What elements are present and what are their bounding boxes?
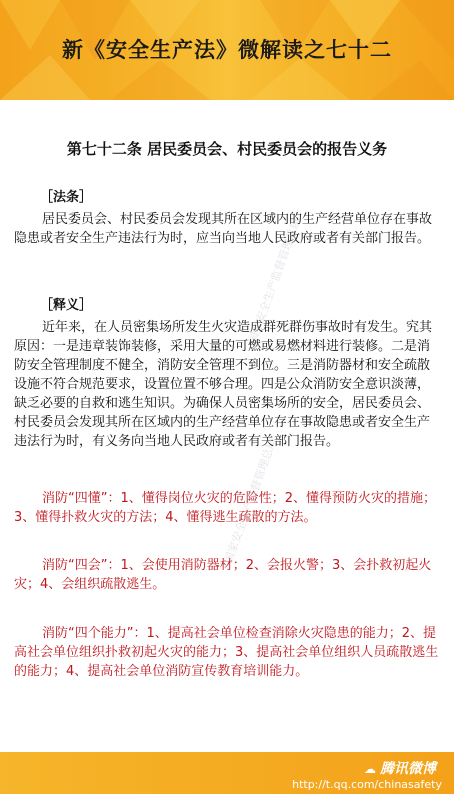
law-heading: ［法条］ [40, 190, 93, 205]
watermark: 国家安全生产监督管理总局 [221, 436, 280, 566]
weibo-logo-icon: ☁ [364, 762, 376, 776]
banner-title: 新《安全生产法》微解读之七十二 [62, 37, 392, 62]
interpretation-text: 近年来，在人员密集场所发生火灾造成群死群伤事故时有发生。究其原因：一是违章装饰装修，采用大量的可燃或易燃材料进行装修。二是消防安全管理制度不健全，消防安全管理不到位。三是消防器材和安全疏散设施不符合规范要求，设置位置不够合理。四是公众消防安全意识淡薄，缺乏必要的自救和逃生知识。为确保人员密集场所的安全，居民委员会、村民委员会发现其所在区域内的生产经营单位存在事故隐患或者安全生产违法行为时，有义务向当地人民政府或者有关部门报告。 [14, 320, 433, 449]
interpretation-heading: ［释义］ [40, 298, 93, 313]
title-banner [0, 0, 454, 100]
tip-four-understandings: 消防“四懂”：1、懂得岗位火灾的危险性；2、懂得预防火灾的措施；3、懂得扑救火灾的方法；4、懂得逃生疏散的方法。 [14, 491, 437, 525]
tip-four-abilities: 消防“四会”：1、会使用消防器材；2、会报火警；3、会扑救初起火灾；4、会组织疏散逃生。 [14, 558, 432, 592]
article-title: 第七十二条 居民委员会、村民委员会的报告义务 [66, 140, 388, 158]
watermark: 国家安全生产监督管理总局 [245, 216, 304, 346]
footer-url-link[interactable]: http://t.qq.com/chinasafety [292, 778, 442, 791]
law-text: 居民委员会、村民委员会发现其所在区域内的生产经营单位存在事故隐患或者安全生产违法行为时，应当向当地人民政府或者有关部门报告。 [14, 212, 433, 246]
footer-brand-label: 腾讯微博 [380, 761, 436, 777]
tip-four-capabilities: 消防“四个能力”：1、提高社会单位检查消除火灾隐患的能力；2、提高社会单位组织扑救初起火灾的能力；3、提高社会单位组织人员疏散逃生的能力；4、提高社会单位消防宣传教育培训能力。 [14, 626, 439, 679]
footer-brand[interactable] [364, 758, 436, 778]
footer-bar [0, 752, 454, 794]
